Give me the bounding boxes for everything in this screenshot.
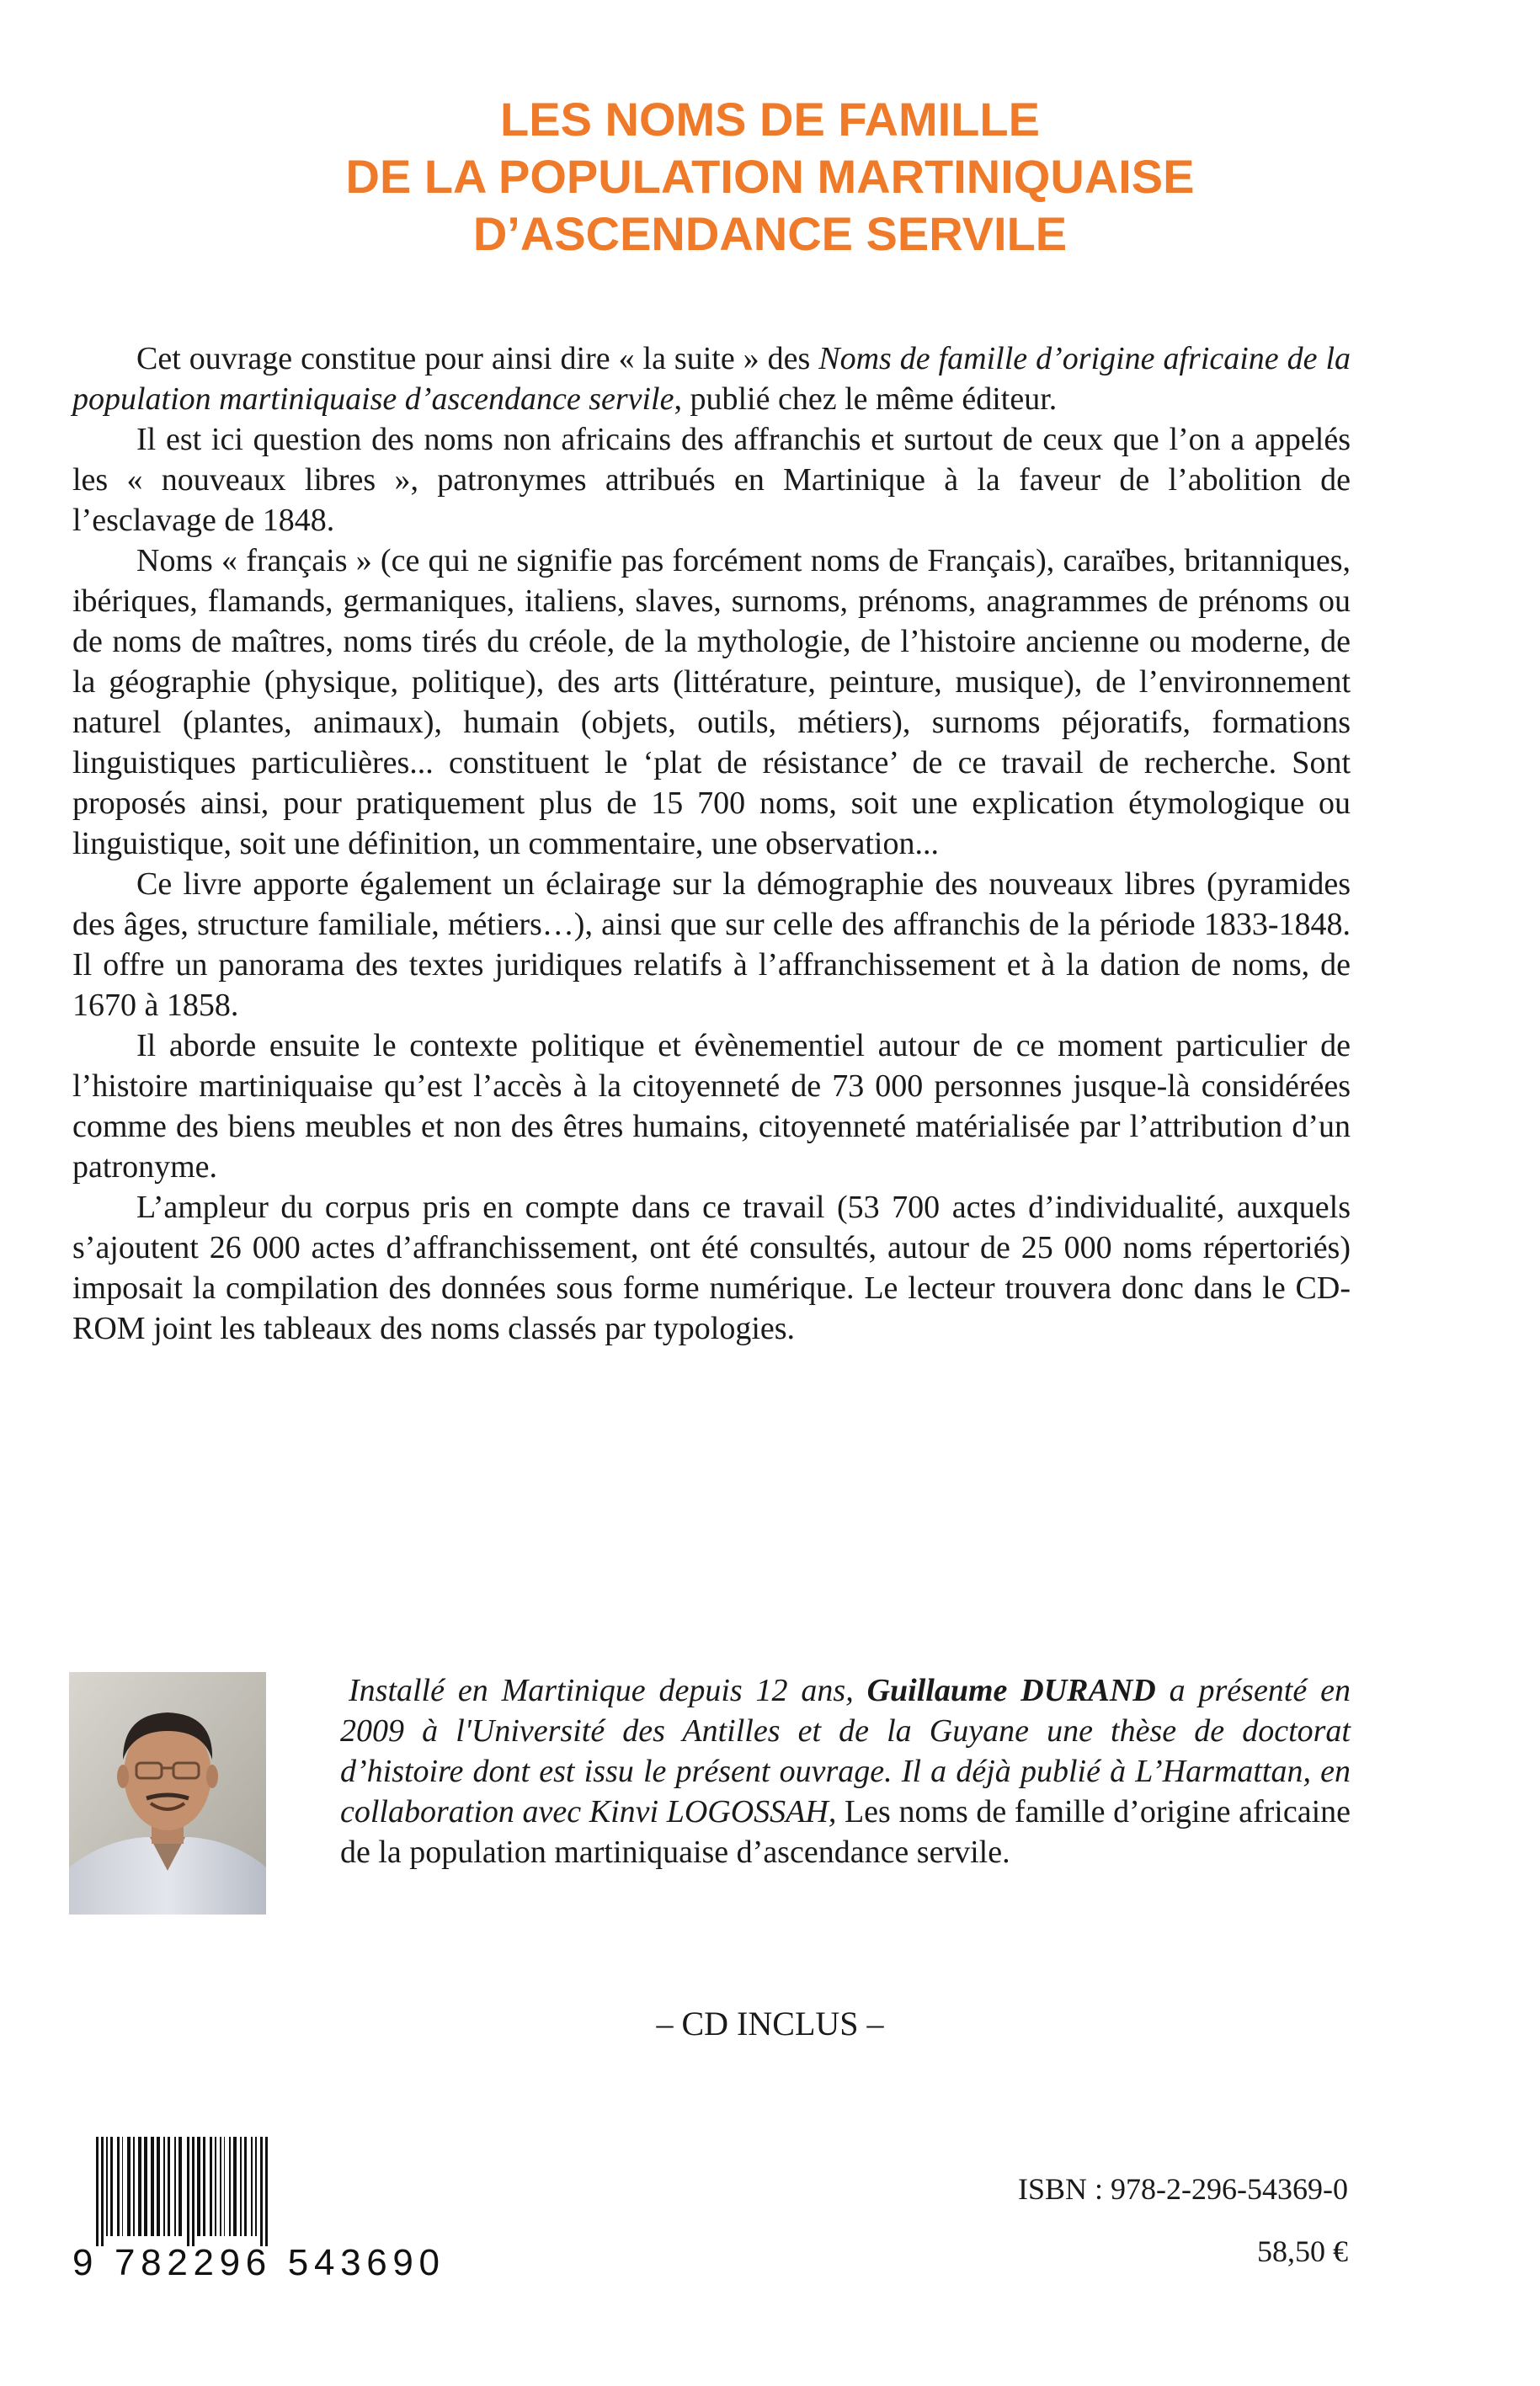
barcode-bar xyxy=(96,2137,99,2246)
barcode-bar xyxy=(210,2137,212,2236)
isbn-barcode xyxy=(67,2130,446,2282)
barcode-bar xyxy=(101,2137,104,2246)
barcode-bar xyxy=(255,2137,257,2236)
paragraph-2: Il est ici question des noms non africains des affranchis et surtout de ceux que l’on a appelés les « nouveaux libres », patronymes attribués en Martinique à la faveur de l’abolition de l’esclavage de 1848. xyxy=(72,422,1351,538)
title-line-1: LES NOMS DE FAMILLE xyxy=(500,93,1040,146)
barcode-bar xyxy=(138,2137,141,2236)
barcode-bar xyxy=(203,2137,205,2236)
cd-included-notice: – CD INCLUS – xyxy=(656,2005,884,2042)
bio-intro: Installé en Martinique depuis 12 ans, xyxy=(349,1673,867,1708)
barcode-bar xyxy=(220,2137,221,2236)
barcode-bar xyxy=(163,2137,165,2236)
barcode-bar xyxy=(229,2137,231,2236)
author-name: Guillaume DURAND xyxy=(866,1673,1156,1708)
barcode-bar xyxy=(244,2137,247,2236)
barcode-bar xyxy=(157,2137,160,2236)
bio-book-title: Les noms de famille d’origine africaine de la population martiniquaise d’ascendance servile. xyxy=(340,1794,1351,1870)
isbn-number: ISBN : 978-2-296-54369-0 xyxy=(1018,2172,1348,2206)
barcode-bar xyxy=(122,2137,123,2236)
barcode-bar xyxy=(106,2137,108,2236)
barcode-bar xyxy=(251,2137,253,2236)
barcode-bar xyxy=(197,2137,200,2236)
paragraph-4: Ce livre apporte également un éclairage sur la démographie des nouveaux libres (pyramides des âges, structure familiale, métiers…), ainsi que sur celle des affranchis de la période 1833-1848. Il offre un panorama des textes juridiques relatifs à l’affranchissement et à la dation de noms, de 1670 à 1858. xyxy=(72,866,1351,1023)
paragraph-1-end: , publié chez le même éditeur. xyxy=(674,381,1058,417)
barcode-bar xyxy=(117,2137,120,2236)
barcode-bar xyxy=(151,2137,154,2236)
paragraph-1-start: Cet ouvrage constitue pour ainsi dire « la suite » des xyxy=(136,341,819,376)
barcode-bar xyxy=(179,2137,182,2236)
barcode-bar xyxy=(260,2137,263,2246)
referenced-book-title: Noms de famille d’origine africaine de la population martiniquaise d’ascendance servile xyxy=(72,341,1351,417)
barcode-bar xyxy=(265,2137,268,2246)
title-line-3: D’ASCENDANCE SERVILE xyxy=(472,207,1068,260)
barcode-graphic xyxy=(67,2130,446,2282)
bio-middle: a présenté en 2009 à l'Université des Antilles et de la Guyane une thèse de doctorat d’histoire dont est issu le présent ouvrage. Il a déjà publié à L’Harmattan, en collaboration avec Kinvi LOGOSSAH, xyxy=(340,1673,1351,1829)
barcode-bar xyxy=(144,2137,147,2236)
barcode-digits: 9 782296 543690 xyxy=(72,2242,440,2282)
barcode-bar xyxy=(233,2137,237,2236)
paragraph-1 xyxy=(72,338,1351,419)
author-biography xyxy=(340,1670,1351,1872)
paragraph-3: Noms « français » (ce qui ne signifie pas forcément noms de Français), caraïbes, britanniques, ibériques, flamands, germaniques, italiens, slaves, surnoms, prénoms, anagrammes de prénoms ou de noms de maîtres, noms tirés du créole, de la mythologie, de l’histoire ancienne ou moderne, de la géographie (physique, politique), des arts (littérature, peinture, musique), de l’environnement naturel (plantes, animaux), humain (objets, outils, métiers), surnoms péjoratifs, formations linguistiques particulières... constituent le ‘plat de résistance’ de ce travail de recherche. Sont proposés ainsi, pour pratiquement plus de 15 700 noms, soit une explication étymologique ou linguistique, soit une définition, un commentaire, une observation... xyxy=(72,543,1351,861)
barcode-bar xyxy=(133,2137,135,2236)
barcode-bar xyxy=(224,2137,225,2236)
paragraph-6: L’ampleur du corpus pris en compte dans ce travail (53 700 actes d’individualité, auxquels s’ajoutent 26 000 actes d’affranchissement, ont été consultés, autour de 25 000 noms répertoriés) imposait la compilation des données sous forme numérique. Le lecteur trouvera donc dans le CD-ROM joint les tableaux des noms classés par typologies. xyxy=(72,1190,1351,1346)
barcode-bar xyxy=(215,2137,216,2236)
back-cover-description xyxy=(72,338,1351,1349)
barcode-bar xyxy=(110,2137,113,2236)
paragraph-5: Il aborde ensuite le contexte politique et évènementiel autour de ce moment particulier de l’histoire martiniquaise qu’est l’accès à la citoyenneté de 73 000 personnes jusque-là considérées comme des biens meubles et non des êtres humains, citoyenneté matérialisée par l’attribution d’un patronyme. xyxy=(72,1028,1351,1185)
title-line-2: DE LA POPULATION MARTINIQUAISE xyxy=(345,150,1195,203)
author-photo xyxy=(69,1672,266,1915)
barcode-bar xyxy=(187,2137,189,2246)
barcode-bar xyxy=(127,2137,131,2236)
book-title xyxy=(0,91,1540,263)
price: 58,50 € xyxy=(1257,2234,1348,2268)
barcode-bar xyxy=(168,2137,170,2236)
barcode-bar xyxy=(174,2137,176,2236)
barcode-bar xyxy=(240,2137,242,2236)
barcode-bar xyxy=(192,2137,194,2246)
author-portrait-image xyxy=(69,1672,266,1915)
